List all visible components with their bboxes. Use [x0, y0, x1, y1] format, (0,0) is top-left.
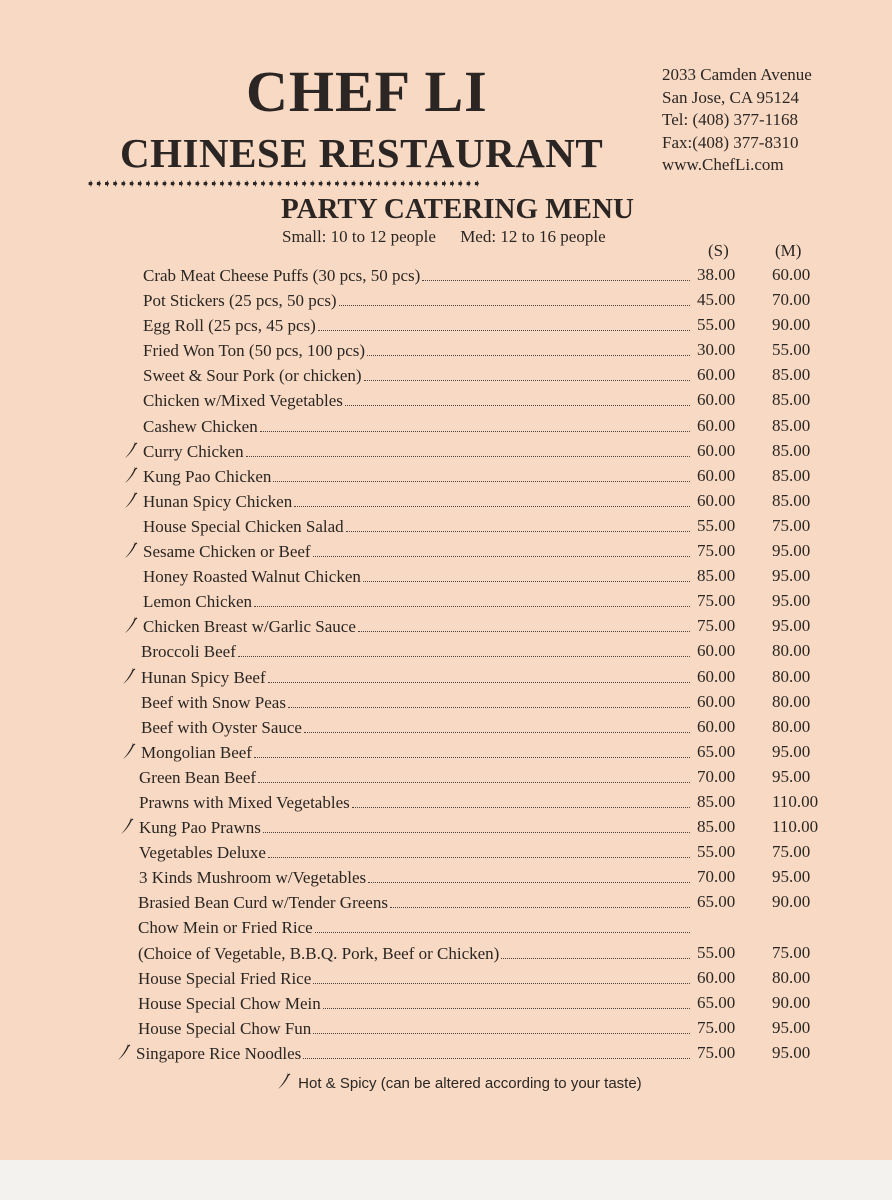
size-small-label: Small: 10 to 12 people — [282, 227, 436, 246]
dot-leader — [352, 789, 690, 808]
menu-item-name-text: Honey Roasted Walnut Chicken — [143, 567, 361, 587]
price-medium: 85.00 — [772, 440, 811, 460]
chili-pepper-icon — [123, 541, 139, 559]
menu-item-name — [143, 312, 690, 337]
price-medium: 95.00 — [772, 591, 811, 611]
menu-item-row — [0, 764, 892, 789]
menu-item-name — [143, 438, 690, 463]
price-medium: 95.00 — [772, 616, 811, 636]
price-medium: 70.00 — [772, 290, 811, 310]
dot-leader — [422, 262, 690, 281]
price-small: 75.00 — [697, 541, 736, 561]
menu-item-row — [0, 613, 892, 638]
menu-item-name — [143, 538, 690, 563]
menu-item-row — [0, 664, 892, 689]
menu-item-name — [143, 613, 690, 638]
price-medium: 80.00 — [772, 641, 811, 661]
menu-item-name — [141, 664, 690, 689]
menu-item-name — [143, 287, 690, 312]
menu-item-row — [0, 789, 892, 814]
menu-item-row — [0, 714, 892, 739]
menu-item-name-text: Green Bean Beef — [139, 767, 257, 787]
price-small: 60.00 — [697, 691, 736, 711]
dot-leader — [263, 814, 690, 833]
price-medium: 110.00 — [772, 817, 819, 837]
menu-item-name-text: Hunan Spicy Chicken — [143, 491, 293, 511]
menu-item-name — [138, 965, 690, 990]
price-small: 85.00 — [697, 817, 736, 837]
price-small: 70.00 — [697, 766, 736, 786]
menu-item-name — [143, 563, 690, 588]
chili-pepper-icon — [121, 742, 137, 760]
menu-item-row — [0, 864, 892, 889]
menu-item-name — [143, 362, 690, 387]
menu-item-name — [143, 413, 690, 438]
price-small: 60.00 — [697, 465, 736, 485]
dot-leader — [294, 488, 690, 507]
menu-item-name-text: Sweet & Sour Pork (or chicken) — [143, 366, 362, 386]
dot-leader — [501, 940, 690, 959]
price-medium: 75.00 — [772, 515, 811, 535]
menu-item-name — [141, 739, 690, 764]
menu-item-row — [0, 990, 892, 1015]
menu-item-name — [139, 789, 690, 814]
price-small: 55.00 — [697, 942, 736, 962]
price-medium: 85.00 — [772, 415, 811, 435]
price-medium: 80.00 — [772, 666, 811, 686]
dot-leader — [367, 337, 690, 356]
menu-item-name — [143, 488, 690, 513]
price-medium: 90.00 — [772, 315, 811, 335]
chili-pepper-icon — [116, 1043, 132, 1061]
menu-item-row — [0, 914, 892, 939]
chili-pepper-icon — [119, 817, 135, 835]
serving-sizes — [282, 226, 606, 248]
dot-leader — [254, 588, 690, 607]
menu-item-row — [0, 488, 892, 513]
menu-item-name-text: Kung Pao Chicken — [143, 466, 272, 486]
dot-leader — [313, 965, 690, 984]
menu-item-row — [0, 1015, 892, 1040]
menu-item-row — [0, 438, 892, 463]
menu-item-row — [0, 337, 892, 362]
restaurant-subtitle: CHINESE RESTAURANT — [120, 130, 604, 176]
price-small: 75.00 — [697, 591, 736, 611]
menu-item-name-text: Mongolian Beef — [141, 742, 252, 762]
menu-list — [0, 262, 892, 1065]
dot-leader — [318, 312, 690, 331]
size-medium-label: Med: 12 to 16 people — [460, 227, 606, 246]
restaurant-name: CHEF LI — [246, 59, 488, 124]
chili-pepper-icon — [123, 616, 139, 634]
price-medium: 95.00 — [772, 1042, 811, 1062]
menu-item-name-text: House Special Chicken Salad — [143, 516, 344, 536]
menu-item-row — [0, 638, 892, 663]
menu-item-row — [0, 413, 892, 438]
menu-title: PARTY CATERING MENU — [281, 193, 634, 225]
menu-item-name — [141, 689, 690, 714]
menu-item-row — [0, 588, 892, 613]
price-small: 55.00 — [697, 315, 736, 335]
price-medium: 85.00 — [772, 390, 811, 410]
menu-item-name — [138, 1015, 690, 1040]
menu-item-name — [138, 914, 690, 939]
dot-leader — [238, 638, 690, 657]
chili-pepper-icon — [123, 491, 139, 509]
price-medium: 80.00 — [772, 967, 811, 987]
dot-leader — [313, 1015, 690, 1034]
menu-item-name-text: Cashew Chicken — [143, 416, 258, 436]
chili-pepper-icon — [276, 1072, 292, 1090]
price-medium: 110.00 — [772, 791, 819, 811]
dot-leader — [254, 739, 690, 758]
menu-item-name — [139, 764, 690, 789]
price-medium: 95.00 — [772, 867, 811, 887]
dot-leader — [304, 714, 690, 733]
menu-item-name — [139, 814, 690, 839]
menu-item-name-text: Sesame Chicken or Beef — [143, 542, 311, 562]
chili-pepper-icon — [121, 667, 137, 685]
menu-item-row — [0, 312, 892, 337]
price-small: 60.00 — [697, 967, 736, 987]
price-small: 45.00 — [697, 290, 736, 310]
menu-item-row — [0, 262, 892, 287]
dot-leader — [323, 990, 690, 1009]
price-small: 60.00 — [697, 440, 736, 460]
price-medium: 85.00 — [772, 465, 811, 485]
spicy-footnote-text: Hot & Spicy (can be altered according to your taste) — [298, 1075, 642, 1092]
menu-item-name-text: Beef with Oyster Sauce — [141, 717, 302, 737]
dot-leader — [303, 1040, 690, 1059]
menu-item-name-text: House Special Fried Rice — [138, 968, 312, 988]
menu-item-row — [0, 940, 892, 965]
dot-leader — [268, 664, 690, 683]
menu-item-row — [0, 889, 892, 914]
dot-leader — [339, 287, 690, 306]
menu-item-name-text: Lemon Chicken — [143, 592, 253, 612]
chili-pepper-icon — [123, 441, 139, 459]
menu-item-name-text: Chow Mein or Fried Rice — [138, 918, 313, 938]
menu-item-name — [143, 337, 690, 362]
menu-item-name — [143, 463, 690, 488]
arrow-divider: ➧➧➧➧➧➧➧➧➧➧➧➧➧➧➧➧➧➧➧➧➧➧➧➧➧➧➧➧➧➧➧➧➧➧➧➧➧➧➧➧➧➧➧➧➧➧➧➧ — [86, 177, 481, 190]
dot-leader — [288, 689, 690, 708]
price-medium: 90.00 — [772, 892, 811, 912]
price-medium: 60.00 — [772, 265, 811, 284]
menu-item-row — [0, 513, 892, 538]
menu-item-row — [0, 814, 892, 839]
dot-leader — [390, 889, 690, 908]
dot-leader — [368, 864, 690, 883]
price-small: 75.00 — [697, 1017, 736, 1037]
menu-item-name-text: Pot Stickers (25 pcs, 50 pcs) — [143, 291, 337, 311]
dot-leader — [315, 914, 690, 933]
menu-item-row — [0, 739, 892, 764]
menu-item-row — [0, 965, 892, 990]
price-medium: 85.00 — [772, 490, 811, 510]
menu-item-name-text: Chicken Breast w/Garlic Sauce — [143, 617, 356, 637]
chili-pepper-icon — [123, 466, 139, 484]
dot-leader — [246, 438, 690, 457]
dot-leader — [358, 613, 690, 632]
menu-item-name-text: Kung Pao Prawns — [139, 818, 261, 838]
fax-number: Fax:(408) 377-8310 — [662, 132, 799, 152]
price-medium: 80.00 — [772, 691, 811, 711]
menu-item-name — [143, 513, 690, 538]
column-medium-header: (M) — [775, 241, 802, 260]
price-small: 60.00 — [697, 641, 736, 661]
menu-item-row — [0, 538, 892, 563]
menu-item-name-text: (Choice of Vegetable, B.B.Q. Pork, Beef or Chicken) — [138, 943, 500, 963]
menu-item-name-text: Brasied Bean Curd w/Tender Greens — [138, 893, 388, 913]
price-medium: 80.00 — [772, 716, 811, 736]
menu-item-name — [138, 940, 690, 965]
website: www.ChefLi.com — [662, 155, 784, 174]
price-medium: 85.00 — [772, 365, 811, 385]
menu-item-name — [138, 990, 690, 1015]
menu-item-row — [0, 1040, 892, 1065]
menu-item-name — [139, 839, 690, 864]
dot-leader — [363, 563, 690, 582]
contact-block — [662, 64, 812, 177]
menu-item-name-text: Singapore Rice Noodles — [136, 1043, 302, 1063]
price-small: 38.00 — [697, 265, 736, 284]
price-medium: 90.00 — [772, 992, 811, 1012]
menu-item-row — [0, 563, 892, 588]
dot-leader — [313, 538, 690, 557]
menu-item-name — [139, 864, 690, 889]
menu-item-name — [141, 638, 690, 663]
menu-item-row — [0, 387, 892, 412]
dot-leader — [346, 513, 690, 532]
menu-item-name-text: Hunan Spicy Beef — [141, 667, 266, 687]
price-medium: 55.00 — [772, 340, 811, 360]
dot-leader — [260, 413, 690, 432]
dot-leader — [364, 362, 690, 381]
price-small: 60.00 — [697, 716, 736, 736]
dot-leader — [258, 764, 690, 783]
menu-item-row — [0, 839, 892, 864]
menu-item-name-text: Vegetables Deluxe — [139, 843, 266, 863]
menu-item-name — [136, 1040, 690, 1065]
menu-item-name-text: House Special Chow Mein — [138, 993, 321, 1013]
price-small: 60.00 — [697, 490, 736, 510]
price-medium: 95.00 — [772, 1017, 811, 1037]
menu-item-name-text: 3 Kinds Mushroom w/Vegetables — [139, 868, 367, 888]
menu-item-name — [143, 588, 690, 613]
menu-item-name-text: Crab Meat Cheese Puffs (30 pcs, 50 pcs) — [143, 266, 421, 285]
menu-item-name — [138, 889, 690, 914]
price-small: 55.00 — [697, 515, 736, 535]
price-medium: 95.00 — [772, 541, 811, 561]
price-small: 85.00 — [697, 791, 736, 811]
menu-item-row — [0, 362, 892, 387]
column-small-header: (S) — [708, 241, 729, 260]
address-city: San Jose, CA 95124 — [662, 87, 799, 107]
menu-item-name-text: Curry Chicken — [143, 441, 244, 461]
menu-item-name — [143, 262, 690, 287]
menu-item-name-text: Beef with Snow Peas — [141, 692, 286, 712]
price-small: 65.00 — [697, 992, 736, 1012]
price-small: 65.00 — [697, 892, 736, 912]
menu-item-row — [0, 689, 892, 714]
price-small: 60.00 — [697, 365, 736, 385]
dot-leader — [345, 387, 690, 406]
menu-item-name-text: Prawns with Mixed Vegetables — [139, 792, 350, 812]
price-small: 60.00 — [697, 666, 736, 686]
dot-leader — [268, 839, 690, 858]
price-medium: 95.00 — [772, 741, 811, 761]
spicy-footnote — [276, 1072, 642, 1095]
price-small: 85.00 — [697, 566, 736, 586]
menu-item-name-text: Egg Roll (25 pcs, 45 pcs) — [143, 316, 316, 336]
price-medium: 75.00 — [772, 842, 811, 862]
menu-item-name — [141, 714, 690, 739]
menu-item-name-text: Fried Won Ton (50 pcs, 100 pcs) — [143, 341, 366, 361]
price-medium: 95.00 — [772, 566, 811, 586]
menu-item-name-text: Chicken w/Mixed Vegetables — [143, 391, 343, 411]
phone-number: Tel: (408) 377-1168 — [662, 110, 799, 129]
menu-item-row — [0, 287, 892, 312]
price-medium: 95.00 — [772, 766, 811, 786]
price-small: 75.00 — [697, 616, 736, 636]
menu-item-name-text: House Special Chow Fun — [138, 1018, 312, 1038]
price-small: 75.00 — [697, 1042, 736, 1062]
price-small: 65.00 — [697, 741, 736, 761]
menu-item-name-text: Broccoli Beef — [141, 642, 236, 662]
price-medium: 75.00 — [772, 942, 811, 962]
price-small: 60.00 — [697, 415, 736, 435]
address-street: 2033 Camden Avenue — [662, 65, 812, 84]
price-small: 55.00 — [697, 842, 736, 862]
price-small: 70.00 — [697, 867, 736, 887]
dot-leader — [273, 463, 690, 482]
menu-item-row — [0, 463, 892, 488]
price-small: 60.00 — [697, 390, 736, 410]
menu-item-name — [143, 387, 690, 412]
price-small: 30.00 — [697, 340, 736, 360]
